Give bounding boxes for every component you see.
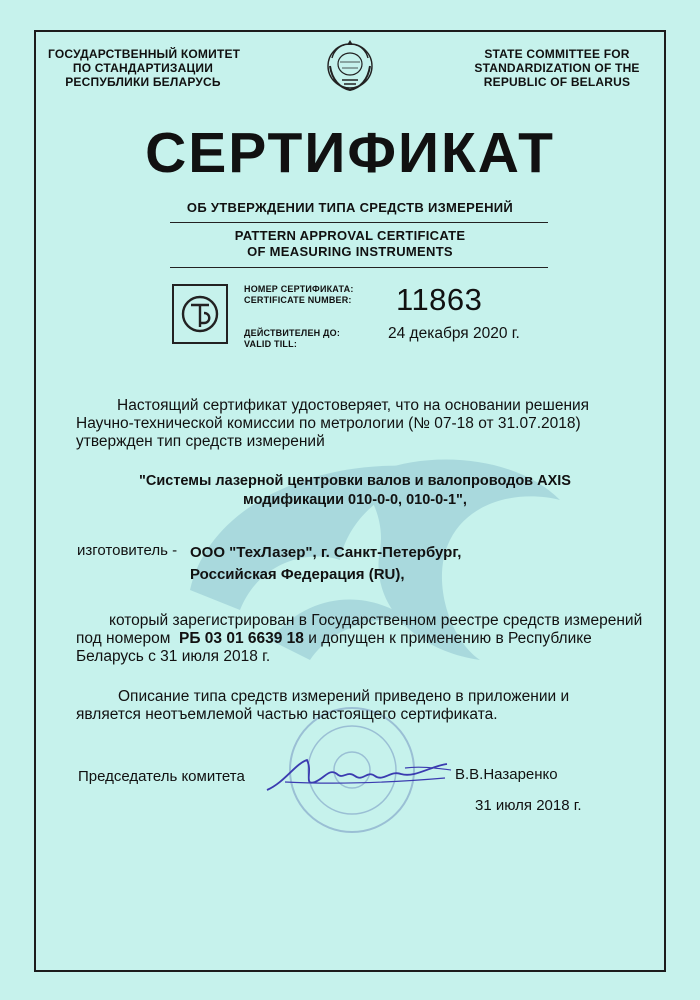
signatory-role: Председатель комитета [78, 768, 245, 785]
label-en: CERTIFICATE NUMBER: [244, 295, 352, 305]
manufacturer [190, 542, 461, 586]
label-ru: ДЕЙСТВИТЕЛЕН ДО: [244, 328, 341, 338]
header-left-line: ГОСУДАРСТВЕННЫЙ КОМИТЕТ [48, 47, 241, 61]
handwritten-signature [255, 752, 455, 798]
paragraph-description [76, 688, 569, 724]
document-title: СЕРТИФИКАТ [145, 121, 555, 185]
paragraph-line: Научно-технической комиссии по метрологии (№ 07-18 от 31.07.2018) [76, 415, 581, 432]
manufacturer-line: ООО "ТехЛазер", г. Санкт-Петербург, [190, 544, 462, 561]
subtitle-english [0, 228, 700, 260]
label-en: VALID TILL: [244, 339, 298, 349]
belarus-state-emblem-icon [322, 36, 378, 94]
subtitle-russian: ОБ УТВЕРЖДЕНИИ ТИПА СРЕДСТВ ИЗМЕРЕНИЙ [186, 200, 514, 215]
certificate-number-label [244, 284, 354, 306]
paragraph-line: является неотъемлемой частью настоящего сертификата. [76, 706, 498, 723]
manufacturer-line: Российская Федерация (RU), [190, 566, 405, 583]
instrument-name-line: "Системы лазерной центровки валов и валопроводов AXIS [139, 473, 571, 489]
header-left [48, 47, 241, 89]
signatory-name: В.В.Назаренко [455, 766, 558, 783]
paragraph-line: Описание типа средств измерений приведено в приложении и [118, 688, 570, 705]
paragraph-basis [76, 397, 589, 451]
manufacturer-label: изготовитель - [77, 542, 178, 559]
valid-till-label [244, 328, 340, 350]
header-right-line: STANDARDIZATION OF THE [474, 61, 640, 75]
state-standard-logo-icon [171, 283, 229, 345]
divider [170, 267, 548, 268]
instrument-name-line: модификации 010-0-0, 010-0-1", [243, 492, 467, 508]
header-right-line: STATE COMMITTEE FOR [484, 47, 630, 61]
paragraph-line: Беларусь с 31 июля 2018 г. [76, 648, 271, 665]
text: под номером [76, 630, 171, 647]
header-right [462, 47, 652, 89]
paragraph-line [76, 630, 642, 648]
registry-number: РБ 03 01 6639 18 [179, 630, 304, 647]
label-ru: НОМЕР СЕРТИФИКАТА: [244, 284, 354, 294]
issue-date: 31 июля 2018 г. [475, 797, 582, 814]
paragraph-registry [76, 612, 642, 666]
instrument-name [120, 472, 590, 510]
valid-till-date: 24 декабря 2020 г. [388, 325, 520, 342]
divider [170, 222, 548, 223]
text: и допущен к применению в Республике [308, 630, 592, 647]
paragraph-line: который зарегистрирован в Государственном реестре средств измерений [109, 612, 643, 629]
header-left-line: ПО СТАНДАРТИЗАЦИИ [72, 61, 214, 75]
certificate-number: 11863 [396, 282, 483, 317]
header-left-line: РЕСПУБЛИКИ БЕЛАРУСЬ [65, 75, 221, 89]
subtitle-english-line: PATTERN APPROVAL CERTIFICATE [234, 228, 466, 243]
header-right-line: REPUBLIC OF BELARUS [483, 75, 631, 89]
paragraph-line: утвержден тип средств измерений [76, 433, 325, 450]
subtitle-english-line: OF MEASURING INSTRUMENTS [247, 244, 453, 259]
paragraph-line: Настоящий сертификат удостоверяет, что на основании решения [117, 397, 590, 414]
